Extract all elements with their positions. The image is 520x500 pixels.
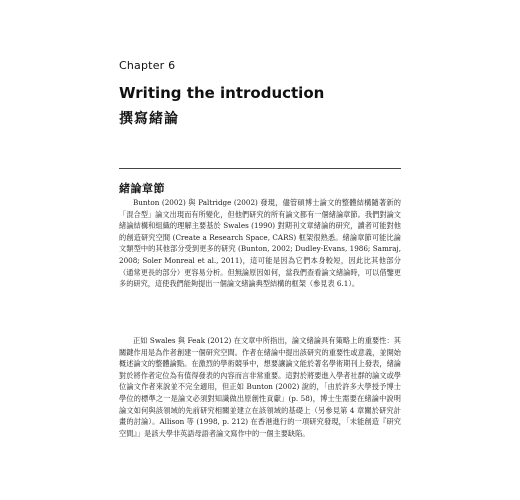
- section-heading: 緒論章節: [119, 182, 165, 195]
- chapter-label: Chapter 6: [119, 59, 176, 72]
- chapter-title-english: Writing the introduction: [119, 84, 325, 102]
- body-paragraph: Bunton (2002) 與 Paltridge (2002) 發現，儘管碩博士論文的整體結構隨著新的「混合型」論文出現而有所變化，但他們研究的所有論文都有一個緒論章節。我們對論文緒論結構和組織的理解主要基於 Swales (1990) 對期刊文章緒論的研究，讀者可能對他的創造研究空間 (Create a Research Space, CARS) 框架很熟悉。緒論章節可能比論文類型中的其他部分受到更多的研究 (Bunton, 2002; Dudley-Evans, 1986; Samraj, 2008; Soler Monreal et al., 2011)，這可能是因為它們本身較短，因此比其他部分（通常更長的部分）更容易分析。但無論原因如何，當我們查看論文緒論時，可以借鑒更多的研究，這使我們能夠提出一個論文緒論典型結構的框架（參見表 6.1）。: [119, 198, 401, 289]
- body-paragraph: 正如 Swales 與 Feak (2012) 在文章中所指出，論文緒論具有策略上的重要性：其關鍵作用是為作者創建一個研究空間。作者在緒論中提出該研究的重要性或意義，並開始概述論文的整體論點。在激烈的學術競爭中，想要讓論文能於著名學術期刊上發表，緒論對於將作者定位為有值得發表的內容而言非常重要。這對於將要進入學者社群的論文或學位論文作者來說並不完全適用，但正如 Bunton (2002) 說的，「由於許多大學授予博士學位的標準之一是論文必須對知識做出原創性貢獻」(p. 58)，博士生需要在緒論中說明論文如何與該領域的先前研究相關並建立在該領域的基礎上（另參見第 4 章關於研究計畫的討論）。Allison 等 (1998, p. 212) 在香港進行的一項研究發現，「未能創造『研究空間』」是該大學非英語母語者論文寫作中的一個主要缺陷。: [119, 336, 401, 438]
- title-divider: [119, 168, 401, 169]
- chapter-title-chinese: 撰寫緒論: [119, 111, 179, 127]
